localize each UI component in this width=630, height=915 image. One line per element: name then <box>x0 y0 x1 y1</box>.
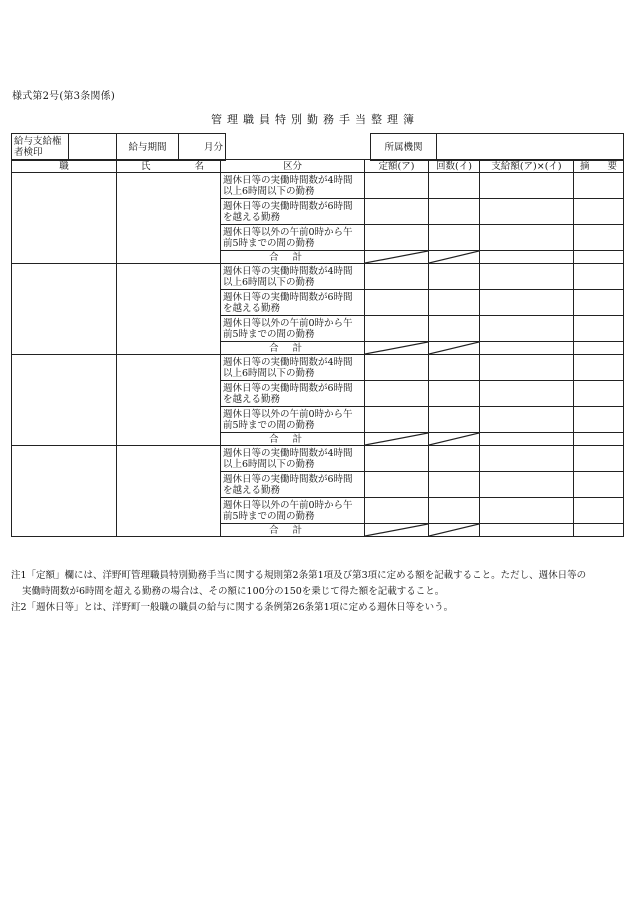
fixed-amount-cell[interactable] <box>365 407 429 433</box>
category-label: 週休日等以外の午前0時から午前5時までの間の勤務 <box>221 225 365 251</box>
remarks-cell[interactable] <box>574 407 624 433</box>
dept-label: 所属機関 <box>371 134 437 161</box>
recipient-seal-field[interactable] <box>69 134 117 161</box>
position-cell[interactable] <box>12 446 117 537</box>
paid-amount-cell[interactable] <box>480 498 574 524</box>
category-label: 週休日等の実働時間数が4時間以上6時間以下の勤務 <box>221 355 365 381</box>
paid-amount-cell[interactable] <box>480 290 574 316</box>
paid-amount-cell[interactable] <box>480 433 574 446</box>
remarks-cell[interactable] <box>574 316 624 342</box>
fixed-amount-cell[interactable] <box>365 290 429 316</box>
col-category: 区分 <box>221 160 365 173</box>
position-cell[interactable] <box>12 264 117 355</box>
month-label: 月分 <box>179 134 226 161</box>
count-total-cell <box>429 342 480 355</box>
diagonal-slash <box>429 342 479 354</box>
count-cell[interactable] <box>429 472 480 498</box>
count-cell[interactable] <box>429 225 480 251</box>
name-cell[interactable] <box>117 173 221 264</box>
diagonal-slash <box>429 251 479 263</box>
paid-amount-cell[interactable] <box>480 407 574 433</box>
fixed-amount-total-cell <box>365 251 429 264</box>
remarks-cell[interactable] <box>574 199 624 225</box>
remarks-cell[interactable] <box>574 355 624 381</box>
position-cell[interactable] <box>12 355 117 446</box>
count-cell[interactable] <box>429 355 480 381</box>
fixed-amount-total-cell <box>365 433 429 446</box>
count-cell[interactable] <box>429 446 480 472</box>
recipient-seal-label: 給与支給権者検印 <box>12 134 69 161</box>
col-position: 職 <box>12 160 117 173</box>
category-label: 週休日等の実働時間数が4時間以上6時間以下の勤務 <box>221 446 365 472</box>
header-table <box>11 133 624 161</box>
remarks-cell[interactable] <box>574 342 624 355</box>
fixed-amount-cell[interactable] <box>365 199 429 225</box>
allowance-table <box>11 159 624 537</box>
count-cell[interactable] <box>429 290 480 316</box>
category-label: 週休日等の実働時間数が4時間以上6時間以下の勤務 <box>221 264 365 290</box>
category-label: 週休日等の実働時間数が6時間を越える勤務 <box>221 381 365 407</box>
category-row <box>12 264 624 290</box>
page-title: 管理職員特別勤務手当整理簿 <box>211 113 419 126</box>
remarks-cell[interactable] <box>574 498 624 524</box>
remarks-cell[interactable] <box>574 225 624 251</box>
total-label: 合計 <box>221 342 365 355</box>
position-cell[interactable] <box>12 173 117 264</box>
note-1-line-1: 注1「定額」欄には、洋野町管理職員特別勤務手当に関する規則第2条第1項及び第3項に定める額を記載すること。ただし、週休日等の <box>11 570 587 581</box>
diagonal-slash <box>429 524 479 536</box>
remarks-cell[interactable] <box>574 472 624 498</box>
diagonal-slash <box>365 251 428 263</box>
diagonal-slash <box>365 524 428 536</box>
paid-amount-cell[interactable] <box>480 199 574 225</box>
count-total-cell <box>429 433 480 446</box>
fixed-amount-total-cell <box>365 524 429 537</box>
fixed-amount-cell[interactable] <box>365 498 429 524</box>
count-cell[interactable] <box>429 199 480 225</box>
total-label: 合計 <box>221 433 365 446</box>
remarks-cell[interactable] <box>574 290 624 316</box>
fixed-amount-cell[interactable] <box>365 225 429 251</box>
count-cell[interactable] <box>429 173 480 199</box>
fixed-amount-total-cell <box>365 342 429 355</box>
diagonal-slash <box>365 342 428 354</box>
count-cell[interactable] <box>429 407 480 433</box>
paid-amount-cell[interactable] <box>480 381 574 407</box>
paid-amount-cell[interactable] <box>480 342 574 355</box>
count-total-cell <box>429 251 480 264</box>
paid-amount-cell[interactable] <box>480 173 574 199</box>
remarks-cell[interactable] <box>574 264 624 290</box>
category-label: 週休日等以外の午前0時から午前5時までの間の勤務 <box>221 407 365 433</box>
paid-amount-cell[interactable] <box>480 264 574 290</box>
col-paid-amount: 支給額(ア)×(イ) <box>480 160 574 173</box>
diagonal-slash <box>429 433 479 445</box>
category-row <box>12 355 624 381</box>
col-remarks: 摘 要 <box>574 160 624 173</box>
fixed-amount-cell[interactable] <box>365 264 429 290</box>
paid-amount-cell[interactable] <box>480 446 574 472</box>
total-label: 合計 <box>221 524 365 537</box>
remarks-cell[interactable] <box>574 173 624 199</box>
fixed-amount-cell[interactable] <box>365 355 429 381</box>
category-row <box>12 446 624 472</box>
name-cell[interactable] <box>117 264 221 355</box>
paid-amount-cell[interactable] <box>480 355 574 381</box>
remarks-cell[interactable] <box>574 433 624 446</box>
count-cell[interactable] <box>429 381 480 407</box>
fixed-amount-cell[interactable] <box>365 173 429 199</box>
category-label: 週休日等以外の午前0時から午前5時までの間の勤務 <box>221 498 365 524</box>
category-label: 週休日等以外の午前0時から午前5時までの間の勤務 <box>221 316 365 342</box>
fixed-amount-cell[interactable] <box>365 446 429 472</box>
col-count: 回数(イ) <box>429 160 480 173</box>
fixed-amount-cell[interactable] <box>365 381 429 407</box>
category-label: 週休日等の実働時間数が6時間を越える勤務 <box>221 290 365 316</box>
pay-period-label: 給与期間 <box>117 134 179 161</box>
category-label: 週休日等の実働時間数が6時間を越える勤務 <box>221 199 365 225</box>
col-fixed-amount: 定額(ア) <box>365 160 429 173</box>
fixed-amount-cell[interactable] <box>365 316 429 342</box>
form-number: 様式第2号(第3条関係) <box>12 91 115 102</box>
note-2: 注2「週休日等」とは、洋野町一般職の職員の給与に関する条例第26条第1項に定める週休日等をいう。 <box>11 602 454 613</box>
column-header-row <box>12 160 624 173</box>
paid-amount-cell[interactable] <box>480 225 574 251</box>
notes <box>11 568 621 616</box>
remarks-cell[interactable] <box>574 251 624 264</box>
paid-amount-cell[interactable] <box>480 316 574 342</box>
fixed-amount-cell[interactable] <box>365 472 429 498</box>
name-cell[interactable] <box>117 355 221 446</box>
category-label: 週休日等の実働時間数が6時間を越える勤務 <box>221 472 365 498</box>
remarks-cell[interactable] <box>574 381 624 407</box>
total-label: 合計 <box>221 251 365 264</box>
note-1-line-2: 実働時間数が6時間を超える勤務の場合は、その額に100分の150を乗じて得た額を記載すること。 <box>22 586 445 597</box>
count-cell[interactable] <box>429 498 480 524</box>
remarks-cell[interactable] <box>574 524 624 537</box>
col-name: 氏 名 <box>117 160 221 173</box>
count-cell[interactable] <box>429 316 480 342</box>
diagonal-slash <box>365 433 428 445</box>
category-row <box>12 173 624 199</box>
remarks-cell[interactable] <box>574 446 624 472</box>
paid-amount-cell[interactable] <box>480 472 574 498</box>
count-cell[interactable] <box>429 264 480 290</box>
paid-amount-cell[interactable] <box>480 251 574 264</box>
category-label: 週休日等の実働時間数が4時間以上6時間以下の勤務 <box>221 173 365 199</box>
name-cell[interactable] <box>117 446 221 537</box>
count-total-cell <box>429 524 480 537</box>
spacer-cell <box>226 134 371 161</box>
dept-field[interactable] <box>437 134 624 161</box>
paid-amount-cell[interactable] <box>480 524 574 537</box>
